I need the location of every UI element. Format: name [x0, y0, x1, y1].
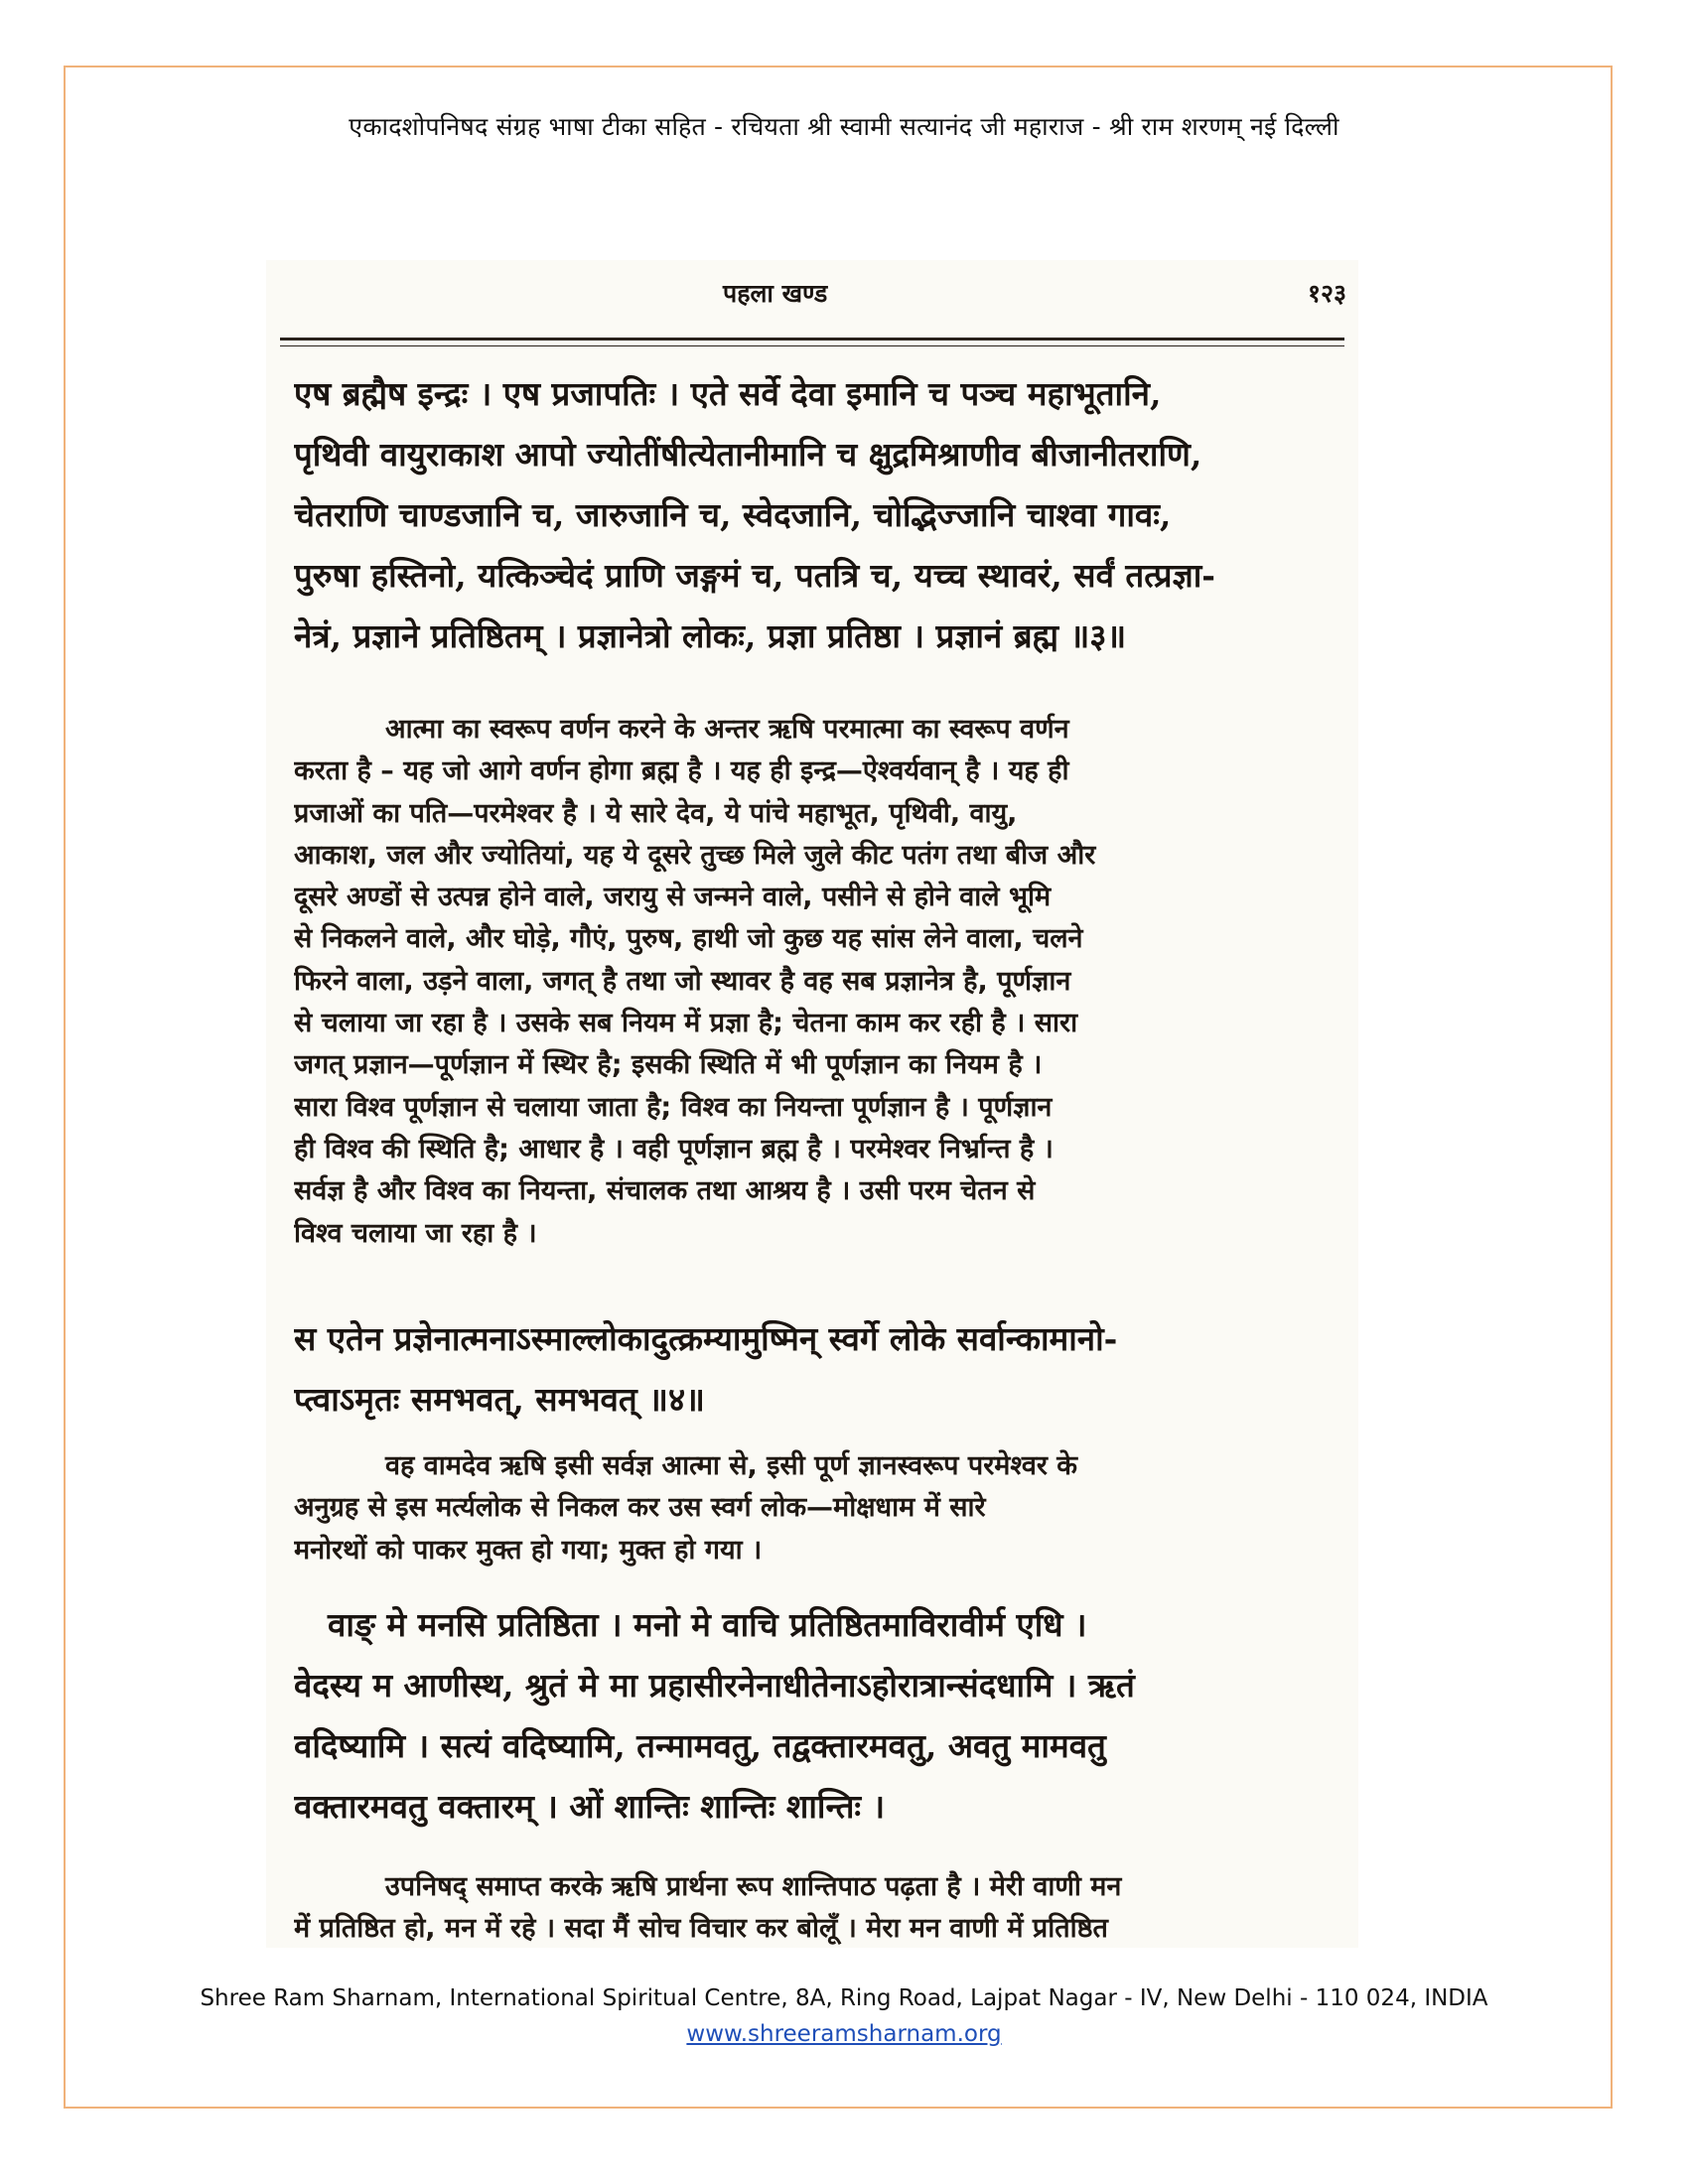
commentary-line: करता है – यह जो आगे वर्णन होगा ब्रह्म है । यह ही इन्द्र—ऐश्वर्यवान् है । यह ही	[294, 755, 1069, 787]
footer-url-container	[0, 2021, 1688, 2047]
commentary-line: उपनिषद् समाप्त करके ऋषि प्रार्थना रूप शान्तिपाठ पढ़ता है । मेरी वाणी मन	[385, 1871, 1122, 1902]
verse-line: पुरुषा हस्तिनो, यत्किञ्चेदं प्राणि जङ्गमं च, पतत्रि च, यच्च स्थावरं, सर्वं तत्प्रज्ञा-	[294, 556, 1215, 595]
website-link[interactable]: www.shreeramsharnam.org	[686, 2021, 1002, 2047]
footer-address: Shree Ram Sharnam, International Spiritual Centre, 8A, Ring Road, Lajpat Nagar - IV, New Delhi - 110 024, INDIA	[200, 1985, 1488, 2011]
shanti-path-verse	[294, 1594, 1344, 1837]
commentary-4	[294, 1445, 1344, 1571]
commentary-line: सर्वज्ञ है और विश्व का नियन्ता, संचालक तथा आश्रय है । उसी परम चेतन से	[294, 1175, 1036, 1207]
document-header: एकादशोपनिषद संग्रह भाषा टीका सहित - रचियता श्री स्वामी सत्यानंद जी महाराज - श्री राम शरणम् नई दिल्ली	[349, 112, 1339, 141]
commentary-line: मनोरथों को पाकर मुक्त हो गया; मुक्त हो गया ।	[294, 1534, 763, 1566]
commentary-line: दूसरे अण्डों से उत्पन्न होने वाले, जरायु से जन्मने वाले, पसीने से होने वाले भूमि	[294, 882, 1052, 913]
commentary-line: फिरने वाला, उड़ने वाला, जगत् है तथा जो स्थावर है वह सब प्रज्ञानेत्र है, पूर्णज्ञान	[294, 965, 1071, 997]
commentary-line: वह वामदेव ऋषि इसी सर्वज्ञ आत्मा से, इसी पूर्ण ज्ञानस्वरूप परमेश्वर के	[385, 1450, 1078, 1481]
commentary-line: में प्रतिष्ठित हो, मन में रहे । सदा मैं सोच विचार कर बोलूँ । मेरा मन वाणी में प्रतिष्ठित	[294, 1913, 1108, 1945]
verse-line: वेदस्य म आणीस्थ, श्रुतं मे मा प्रहासीरनेनाधीतेनाऽहोरात्रान्संदधामि । ऋतं	[294, 1666, 1135, 1705]
commentary-line: आकाश, जल और ज्योतियां, यह ये दूसरे तुच्छ मिले जुले कीट पतंग तथा बीज और	[294, 839, 1096, 871]
commentary-line: से निकलने वाले, और घोड़े, गौएं, पुरुष, हाथी जो कुछ यह सांस लेने वाला, चलने	[294, 923, 1083, 955]
verse-line: वाङ् मे मनसि प्रतिष्ठिता । मनो मे वाचि प्रतिष्ठितमाविरावीर्म एधि ।	[328, 1605, 1087, 1644]
page-number: १२३	[1307, 279, 1346, 308]
verse-line: एष ब्रह्मैष इन्द्रः । एष प्रजापतिः । एते सर्वे देवा इमानि च पञ्च महाभूतानि,	[294, 374, 1162, 413]
commentary-3	[294, 709, 1344, 1255]
commentary-line: सारा विश्व पूर्णज्ञान से चलाया जाता है; विश्व का नियन्ता पूर्णज्ञान है । पूर्णज्ञान	[294, 1091, 1053, 1123]
commentary-line: आत्मा का स्वरूप वर्णन करने के अन्तर ऋषि परमात्मा का स्वरूप वर्णन	[385, 714, 1069, 745]
running-title: पहला खण्ड	[723, 279, 828, 308]
verse-line: चेतराणि चाण्डजानि च, जारुजानि च, स्वेदजानि, चोद्भिज्जानि चाश्वा गावः,	[294, 495, 1172, 534]
header-rule	[280, 338, 1344, 346]
verse-line: स एतेन प्रज्ञेनात्मनाऽस्माल्लोकादुत्क्रम्यामुष्मिन् स्वर्गे लोके सर्वान्कामानो-	[294, 1319, 1118, 1358]
verse-line: पृथिवी वायुराकाश आपो ज्योतींषीत्येतानीमानि च क्षुद्रमिश्राणीव बीजानीतराणि,	[294, 435, 1202, 474]
running-head	[266, 276, 1358, 310]
verse-line: वदिष्यामि । सत्यं वदिष्यामि, तन्मामवतु, तद्वक्तारमवतु, अवतु मामवतु	[294, 1726, 1106, 1765]
commentary-line: से चलाया जा रहा है । उसके सब नियम में प्रज्ञा है; चेतना काम कर रही है । सारा	[294, 1008, 1078, 1039]
commentary-line: प्रजाओं का पति—परमेश्वर है । ये सारे देव, ये पांचे महाभूत, पृथिवी, वायु,	[294, 797, 1018, 829]
verse-line: नेत्रं, प्रज्ञाने प्रतिष्ठितम् । प्रज्ञानेत्रो लोकः, प्रज्ञा प्रतिष्ठा । प्रज्ञानं ब्रह्म ॥३॥	[294, 616, 1127, 655]
commentary-line: विश्व चलाया जा रहा है ।	[294, 1217, 537, 1249]
commentary-line: ही विश्व की स्थिति है; आधार है । वही पूर्णज्ञान ब्रह्म है । परमेश्वर निर्भ्रान्त है ।	[294, 1133, 1054, 1164]
shanti-path-commentary	[294, 1866, 1344, 1951]
commentary-line: अनुग्रह से इस मर्त्यलोक से निकल कर उस स्वर्ग लोक—मोक्षधाम में सारे	[294, 1492, 986, 1524]
scanned-page	[266, 260, 1358, 1948]
verse-line: वक्तारमवतु वक्तारम् । ओं शान्तिः शान्तिः शान्तिः ।	[294, 1787, 886, 1826]
verse-line: प्त्वाऽमृतः समभवत्, समभवत् ॥४॥	[294, 1380, 705, 1419]
verse-4	[294, 1308, 1344, 1430]
verse-3	[294, 363, 1344, 666]
commentary-line: जगत् प्रज्ञान—पूर्णज्ञान में स्थिर है; इसकी स्थिति में भी पूर्णज्ञान का नियम है ।	[294, 1049, 1043, 1081]
